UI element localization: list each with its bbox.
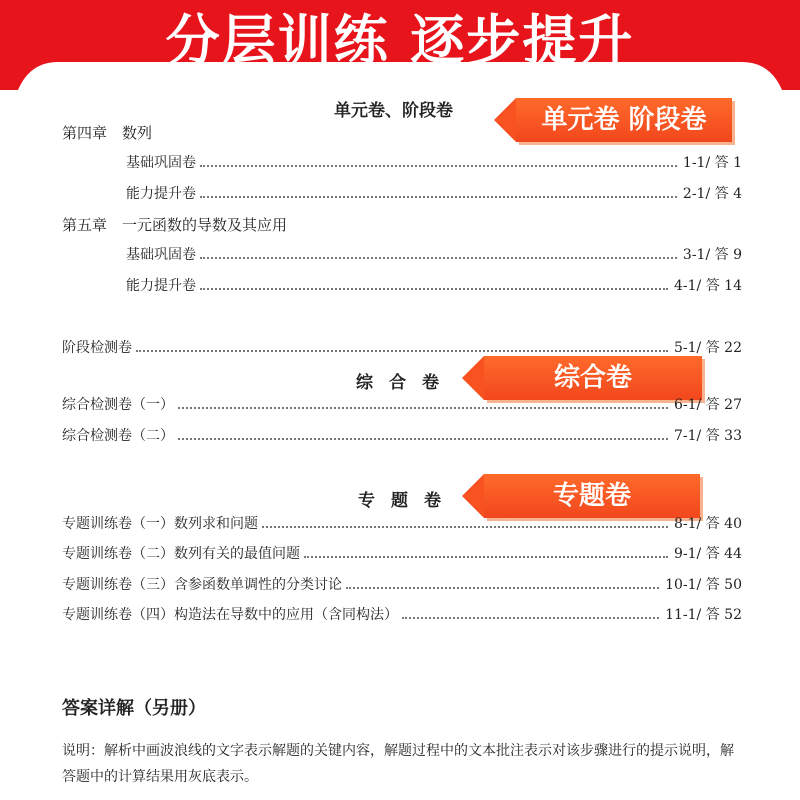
toc-row-label: 综合检测卷（二） <box>62 428 174 444</box>
leader-dots <box>402 617 659 619</box>
tag-unit-label: 单元卷 阶段卷 <box>541 105 707 135</box>
tag-special-label: 专题卷 <box>552 481 631 511</box>
toc-row[interactable] <box>62 513 742 533</box>
toc-row-page: 2-1/ 答 4 <box>682 186 742 202</box>
toc-row-label: 专题训练卷（四）构造法在导数中的应用（含同构法） <box>62 607 398 623</box>
leader-dots <box>346 587 659 589</box>
section-title-unit: 单元卷、阶段卷 <box>334 101 453 121</box>
leader-dots <box>178 407 668 409</box>
toc-row-label: 基础巩固卷 <box>126 247 196 263</box>
toc-row[interactable] <box>62 574 742 594</box>
chapter-4-title: 第四章 数列 <box>62 124 153 142</box>
section-title-special: 专题卷 <box>358 491 457 511</box>
toc-row-page: 1-1/ 答 1 <box>682 155 742 171</box>
toc-row[interactable] <box>126 275 742 295</box>
toc-row-label: 综合检测卷（一） <box>62 397 174 413</box>
leader-dots <box>304 556 668 558</box>
tag-unit <box>494 98 732 142</box>
tag-special <box>462 474 700 518</box>
toc-row-label: 专题训练卷（一）数列求和问题 <box>62 516 258 532</box>
leader-dots <box>178 438 668 440</box>
leader-dots <box>200 165 677 167</box>
toc-row-page: 6-1/ 答 27 <box>674 397 742 413</box>
toc-row-label: 基础巩固卷 <box>126 155 196 171</box>
toc-row-page: 11-1/ 答 52 <box>665 607 742 623</box>
leader-dots <box>262 526 668 528</box>
toc-row-page: 8-1/ 答 40 <box>674 516 742 532</box>
tag-comprehensive-label: 综合卷 <box>553 363 632 393</box>
toc-row-label: 阶段检测卷 <box>62 340 132 356</box>
toc-row[interactable] <box>126 152 742 172</box>
toc-row[interactable] <box>62 425 742 445</box>
leader-dots <box>200 196 677 198</box>
toc-row-page: 4-1/ 答 14 <box>674 278 742 294</box>
header-banner <box>0 0 800 90</box>
toc-row[interactable] <box>126 244 742 264</box>
banner-title: 分层训练 逐步提升 <box>165 9 635 72</box>
leader-dots <box>136 350 668 352</box>
toc-row[interactable] <box>62 394 742 414</box>
toc-row-page: 10-1/ 答 50 <box>665 577 742 593</box>
toc-row-stage[interactable] <box>62 337 742 357</box>
toc-row-page: 7-1/ 答 33 <box>674 428 742 444</box>
toc-row[interactable] <box>62 543 742 563</box>
toc-row-page: 5-1/ 答 22 <box>674 340 742 356</box>
toc-row-page: 9-1/ 答 44 <box>674 546 742 562</box>
toc-row-label: 专题训练卷（三）含参函数单调性的分类讨论 <box>62 577 342 593</box>
chapter-5-title: 第五章 一元函数的导数及其应用 <box>62 216 288 234</box>
toc-row[interactable] <box>126 183 742 203</box>
section-title-comprehensive: 综合卷 <box>356 373 455 393</box>
answers-note: 说明：解析中画波浪线的文字表示解题的关键内容，解题过程中的文本批注表示对该步骤进行的提示说明，解答题中的计算结果用灰底表示。 <box>62 743 734 785</box>
toc-row-label: 能力提升卷 <box>126 278 196 294</box>
toc-row-label: 专题训练卷（二）数列有关的最值问题 <box>62 546 300 562</box>
leader-dots <box>200 288 668 290</box>
toc-row[interactable] <box>62 604 742 624</box>
toc-row-label: 能力提升卷 <box>126 186 196 202</box>
answers-title: 答案详解（另册） <box>62 698 206 719</box>
toc-row-page: 3-1/ 答 9 <box>682 247 742 263</box>
leader-dots <box>200 257 677 259</box>
